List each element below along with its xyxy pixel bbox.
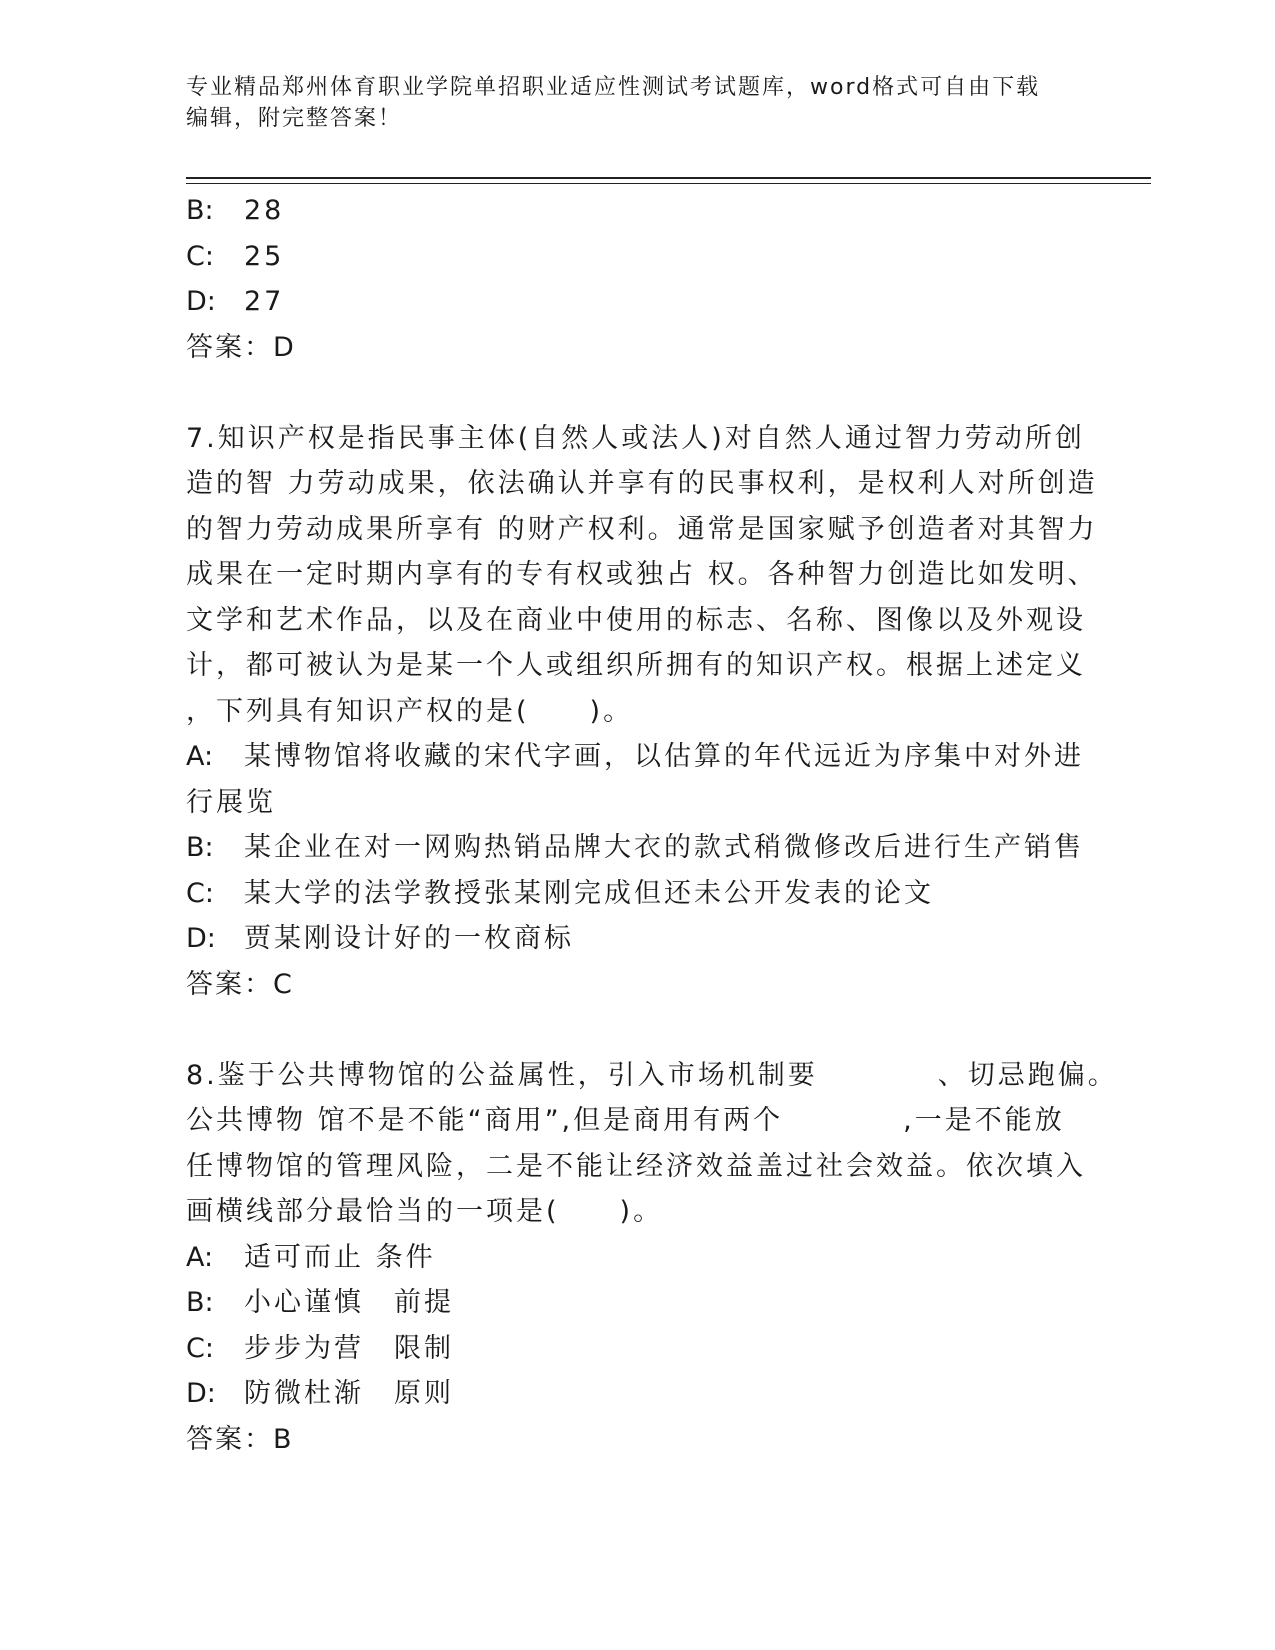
spacer xyxy=(186,370,1086,416)
header-divider-thick xyxy=(186,177,1151,179)
option-c: C: 25 xyxy=(186,240,285,272)
stem-line: 任博物馆的管理风险，二是不能让经济效益盖过社会效益。依次填入 xyxy=(186,1150,1086,1182)
question-7-answer: 答案：C xyxy=(186,968,294,1000)
stem-line: 公共博物 馆不是不能“商用”,但是商用有两个 ,一是不能放 xyxy=(186,1105,1065,1136)
document-body xyxy=(186,188,1118,1462)
option-a: A: 适可而止 条件 xyxy=(186,1241,436,1273)
stem-line: 计，都可被认为是某一个人或组织所拥有的知识产权。根据上述定义 xyxy=(186,650,1086,681)
question-8-options xyxy=(186,1235,1086,1417)
question-6-answer: 答案：D xyxy=(186,331,296,363)
header-divider-thin xyxy=(186,183,1151,184)
option-d: D: 27 xyxy=(186,286,285,317)
stem-line: 8.鉴于公共博物馆的公益属性，引入市场机制要 、切忌跑偏。 xyxy=(186,1059,1118,1091)
stem-line: 文学和艺术作品，以及在商业中使用的标志、名称、图像以及外观设 xyxy=(186,604,1086,636)
stem-line: 造的智 力劳动成果，依法确认并享有的民事权利，是权利人对所创造 xyxy=(186,468,1098,499)
question-8-stem xyxy=(186,1053,1118,1235)
option-b: B: 小心谨慎 前提 xyxy=(186,1287,454,1318)
option-c: C: 某大学的法学教授张某刚完成但还未公开发表的论文 xyxy=(186,877,934,909)
option-c: C: 步步为营 限制 xyxy=(186,1332,454,1364)
option-b: B: 28 xyxy=(186,195,285,226)
question-7-options xyxy=(186,734,1086,962)
spacer xyxy=(186,1007,1086,1053)
stem-line: 画横线部分最恰当的一项是( )。 xyxy=(186,1196,664,1227)
option-b: B: 某企业在对一网购热销品牌大衣的款式稍微修改后进行生产销售 xyxy=(186,832,1084,863)
question-8-answer: 答案：B xyxy=(186,1423,294,1455)
option-d: D: 贾某刚设计好的一枚商标 xyxy=(186,923,574,954)
stem-line: ，下列具有知识产权的是( )。 xyxy=(186,695,634,727)
question-6-options xyxy=(186,188,1086,325)
stem-line: 的智力劳动成果所享有 的财产权利。通常是国家赋予创造者对其智力 xyxy=(186,513,1098,545)
page-header xyxy=(186,72,1066,134)
option-d: D: 防微杜渐 原则 xyxy=(186,1378,454,1409)
stem-line: 成果在一定时期内享有的专有权或独占 权。各种智力创造比如发明、 xyxy=(186,559,1098,590)
question-7-stem xyxy=(186,416,1098,735)
stem-line: 7.知识产权是指民事主体(自然人或法人)对自然人通过智力劳动所创 xyxy=(186,422,1085,454)
option-a-continuation: 行展览 xyxy=(186,786,276,818)
header-line-1: 专业精品郑州体育职业学院单招职业适应性测试考试题库，word格式可自由下载 xyxy=(186,75,1041,100)
option-a: A: 某博物馆将收藏的宋代字画，以估算的年代远近为序集中对外进 xyxy=(186,741,1084,772)
header-line-2: 编辑，附完整答案！ xyxy=(186,106,403,131)
